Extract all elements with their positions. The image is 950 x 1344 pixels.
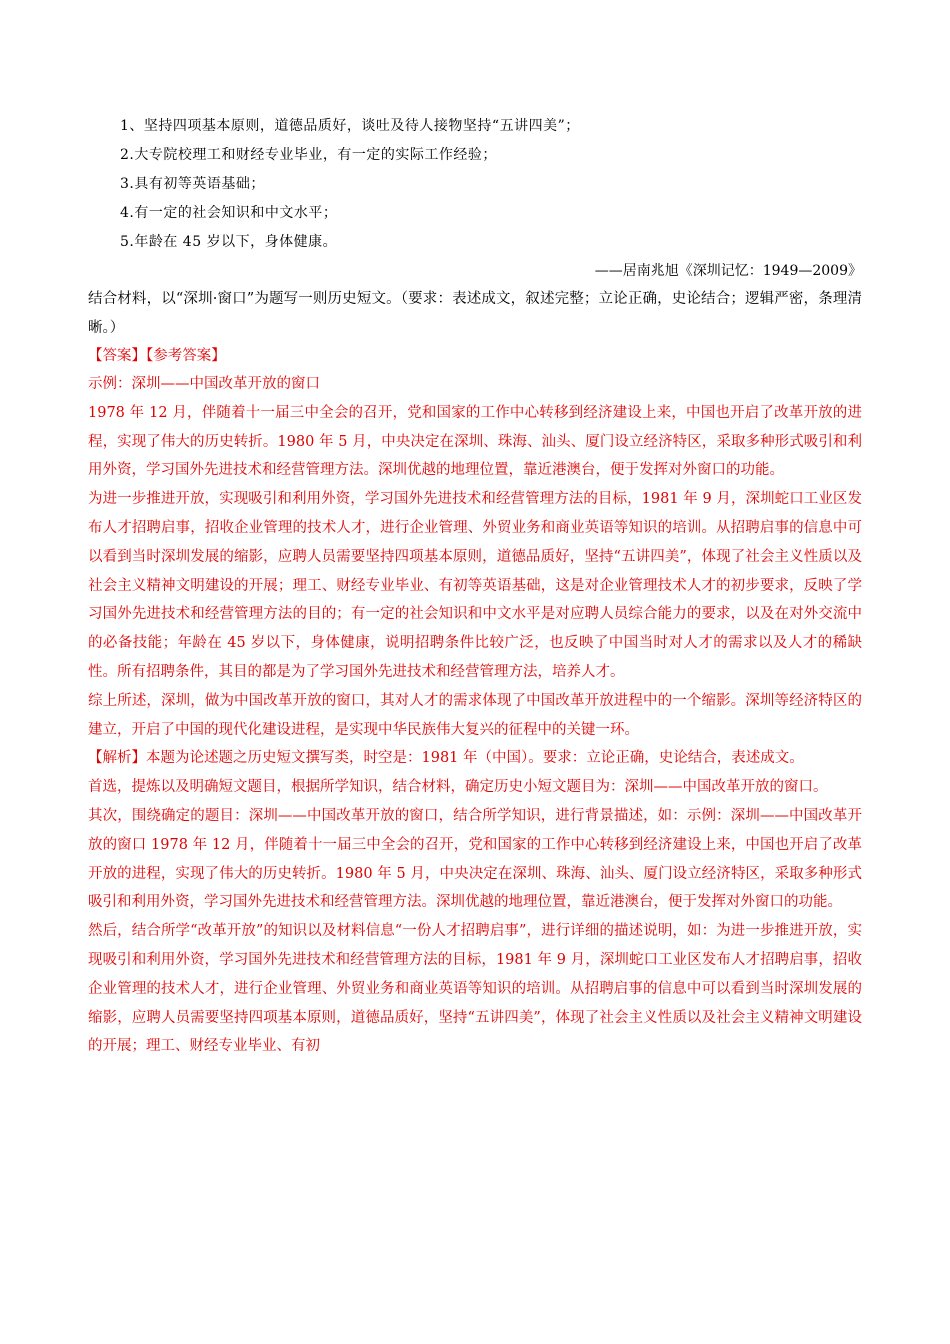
analysis-paragraph: 然后，结合所学“改革开放”的知识以及材料信息“一份人才招聘启事”，进行详细的描述说明，如：为进一步推进开放，实现吸引和利用外资，学习国外先进技术和经营管理方法的目标，1981 年 9 月，深圳蛇口工业区发布人才招聘启事，招收企业管理的技术人才，进行企业管理、外贸业务和商业英语等知识的培训。从招聘启事的信息中可以看到当时深圳发展的缩影，应聘人员需要坚持四项基本原则，道德品质好，坚持“五讲四美”，体现了社会主义性质以及社会主义精神文明建设的开展；理工、财经专业毕业、有初	[88, 923, 862, 1055]
document-page	[88, 112, 862, 1061]
answer-paragraph: 1978 年 12 月，伴随着十一届三中全会的召开，党和国家的工作中心转移到经济建设上来，中国也开启了改革开放的进程，实现了伟大的历史转折。1980 年 5 月，中央决定在深圳、珠海、汕头、厦门设立经济特区，采取多种形式吸引和利用外资，学习国外先进技术和经营管理方法。深圳优越的地理位置，靠近港澳台，便于发挥对外窗口的功能。	[88, 404, 862, 479]
analysis-paragraph: 首选，提炼以及明确短文题目，根据所学知识，结合材料，确定历史小短文题目为：深圳——中国改革开放的窗口。	[88, 779, 828, 796]
source-citation: ——居南兆旭《深圳记忆：1949—2009》	[594, 263, 862, 279]
requirement-item: 2.大专院校理工和财经专业毕业，有一定的实际工作经验；	[120, 147, 497, 163]
answer-label: 【答案】【参考答案】	[88, 348, 226, 364]
requirement-item: 5.年龄在 45 岁以下，身体健康。	[120, 234, 338, 250]
requirement-item: 3.具有初等英语基础；	[120, 176, 265, 192]
requirement-item: 1、坚持四项基本原则，道德品质好，谈吐及待人接物坚持“五讲四美”；	[120, 118, 580, 134]
requirements-list	[88, 112, 862, 257]
answer-paragraph: 为进一步推进开放，实现吸引和利用外资，学习国外先进技术和经营管理方法的目标，1981 年 9 月，深圳蛇口工业区发布人才招聘启事，招收企业管理的技术人才，进行企业管理、外贸业务和商业英语等知识的培训。从招聘启事的信息中可以看到当时深圳发展的缩影，应聘人员需要坚持四项基本原则，道德品质好，坚持“五讲四美”，体现了社会主义性质以及社会主义精神文明建设的开展；理工、财经专业毕业、有初等英语基础，这是对企业管理技术人才的初步要求，反映了学习国外先进技术和经营管理方法的目的；有一定的社会知识和中文水平是对应聘人员综合能力的要求，以及在对外交流中的必备技能；年龄在 45 岁以下，身体健康，说明招聘条件比较广泛，也反映了中国当时对人才的需求以及人才的稀缺性。所有招聘条件，其目的都是为了学习国外先进技术和经营管理方法，培养人才。	[88, 491, 862, 680]
answer-paragraph: 示例：深圳——中国改革开放的窗口	[88, 376, 320, 392]
analysis-paragraph: 【解析】本题为论述题之历史短文撰写类，时空是：1981 年（中国）。要求：立论正确，史论结合，表述成文。	[88, 750, 804, 767]
question-text: 结合材料，以“深圳·窗口”为题写一则历史短文。（要求：表述成文，叙述完整；立论正确，史论结合；逻辑严密，条理清晰。）	[88, 291, 862, 336]
analysis-section	[88, 744, 862, 1061]
answer-section	[88, 370, 862, 744]
analysis-paragraph: 其次，围绕确定的题目：深圳——中国改革开放的窗口，结合所学知识，进行背景描述，如：示例：深圳——中国改革开放的窗口 1978 年 12 月，伴随着十一届三中全会的召开，党和国家的工作中心转移到经济建设上来，中国也开启了改革开放的进程，实现了伟大的历史转折。1980 年 5 月，中央决定在深圳、珠海、汕头、厦门设立经济特区，采取多种形式吸引和利用外资，学习国外先进技术和经营管理方法。深圳优越的地理位置，靠近港澳台，便于发挥对外窗口的功能。	[88, 807, 862, 911]
answer-paragraph: 综上所述，深圳，做为中国改革开放的窗口，其对人才的需求体现了中国改革开放进程中的一个缩影。深圳等经济特区的建立，开启了中国的现代化建设进程，是实现中华民族伟大复兴的征程中的关键一环。	[88, 692, 862, 738]
requirement-item: 4.有一定的社会知识和中文水平；	[120, 205, 338, 221]
